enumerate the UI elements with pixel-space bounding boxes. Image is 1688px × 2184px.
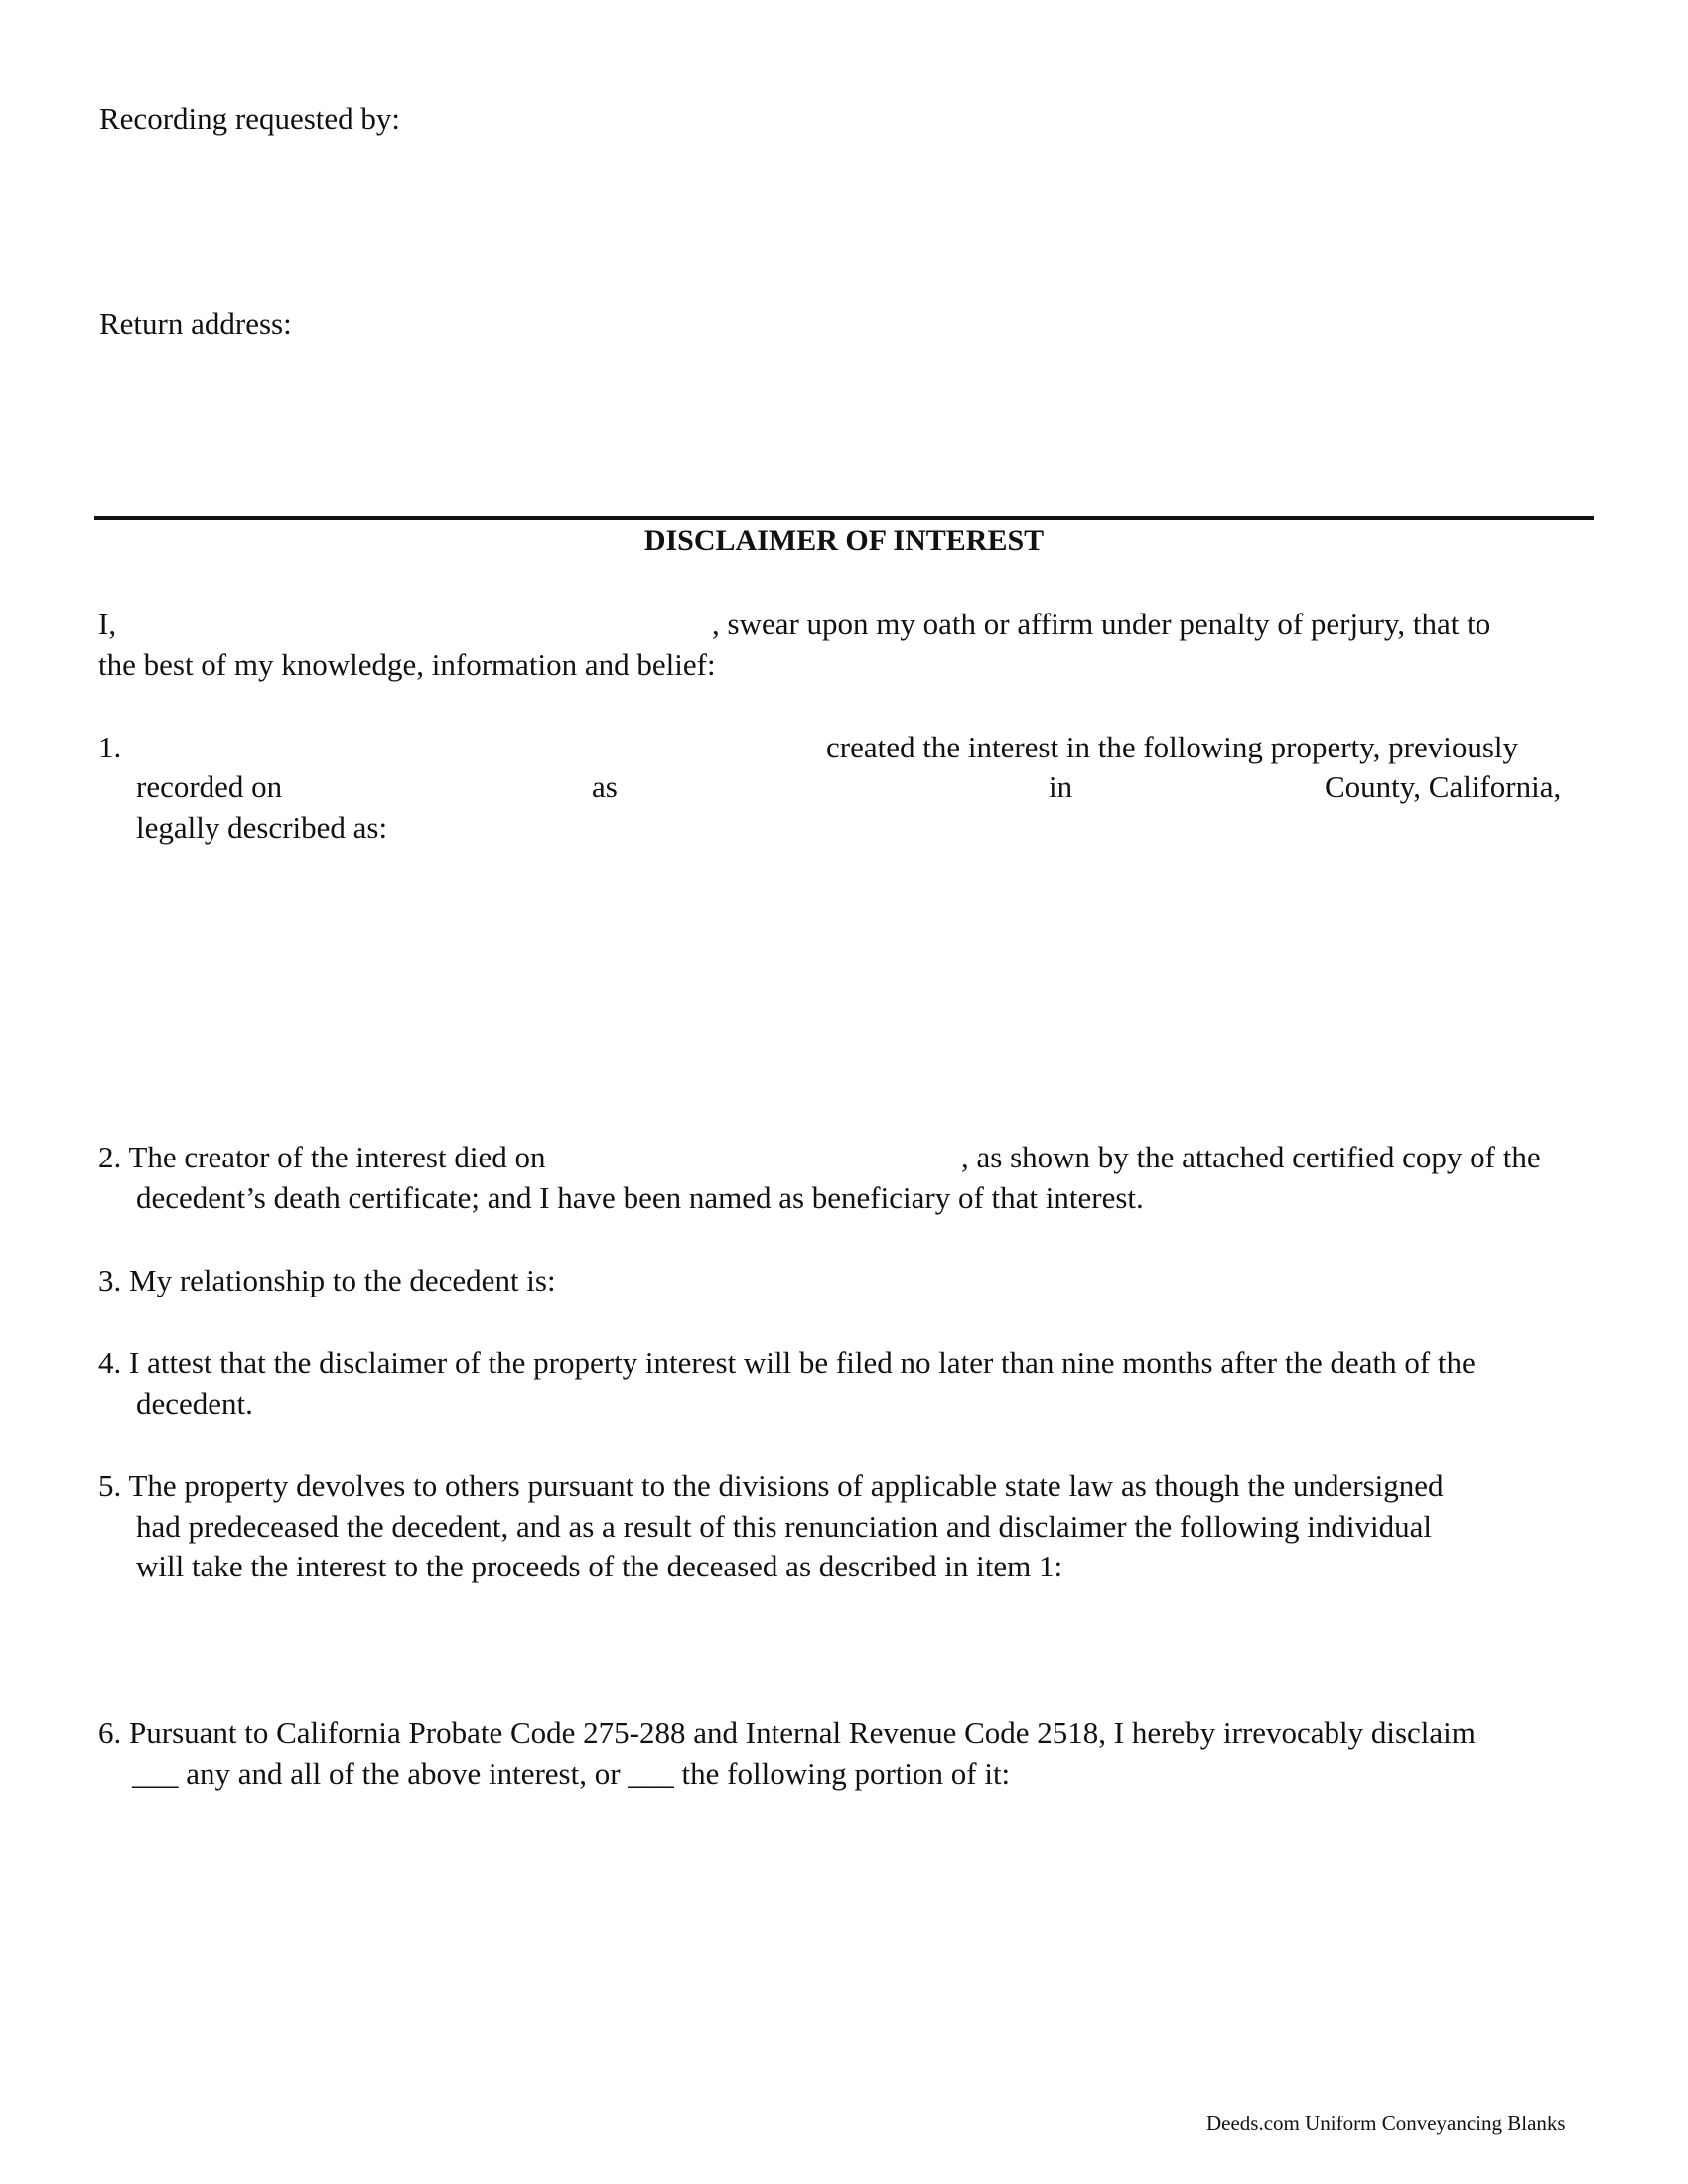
intro-line1-rest: , swear upon my oath or affirm under penalty of perjury, that to [712,607,1491,641]
item1-as: as [592,769,618,804]
intro-i: I, [98,607,117,641]
item1-in: in [1049,769,1073,804]
item1-recorded-on: recorded on [136,769,283,804]
item1-number: 1. [98,730,122,764]
item4-line1: 4. I attest that the disclaimer of the property interest will be filed no later than nine months after the death of the [98,1345,1476,1380]
item6-line2: ___ any and all of the above interest, or ___ the following portion of it: [132,1756,1011,1791]
item2-line1-end: , as shown by the attached certified copy of the [961,1140,1541,1174]
item6-line1: 6. Pursuant to California Probate Code 275-288 and Internal Revenue Code 2518, I hereby irrevocably disclaim [98,1715,1476,1750]
item3-line1: 3. My relationship to the decedent is: [98,1263,556,1297]
item5-line2: had predeceased the decedent, and as a result of this renunciation and disclaimer the following individual [136,1509,1432,1544]
intro-line2: the best of my knowledge, information and belief: [98,647,716,682]
recording-requested-by-label: Recording requested by: [99,101,401,136]
header-divider [94,516,1594,520]
item1-line1: created the interest in the following property, previously [826,730,1519,764]
document-title: DISCLAIMER OF INTEREST [643,524,1045,557]
item2-line2: decedent’s death certificate; and I have been named as beneficiary of that interest. [136,1180,1144,1215]
item1-county: County, California, [1325,769,1562,804]
item5-line3: will take the interest to the proceeds of the deceased as described in item 1: [136,1549,1063,1583]
item5-line1: 5. The property devolves to others pursuant to the divisions of applicable state law as though the undersigned [98,1468,1444,1503]
item4-line2: decedent. [136,1386,253,1421]
item1-legally-described: legally described as: [136,810,388,845]
footer-text: Deeds.com Uniform Conveyancing Blanks [1206,2112,1566,2135]
item2-line1-start: 2. The creator of the interest died on [98,1140,546,1174]
return-address-label: Return address: [99,306,292,341]
